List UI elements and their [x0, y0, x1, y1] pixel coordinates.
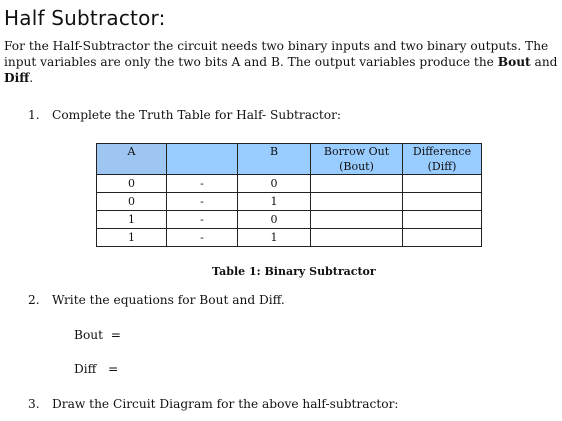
header-a: A — [97, 144, 167, 175]
cell-b: 0 — [238, 175, 311, 193]
equation-bout-label: Bout = — [74, 328, 122, 342]
cell-b: 1 — [238, 229, 311, 247]
table-row — [97, 229, 482, 247]
table-row — [97, 175, 482, 193]
header-borrow-out-text: Borrow Out (Bout) — [323, 145, 390, 173]
cell-bout[interactable] — [311, 175, 403, 193]
intro-bout: Bout — [497, 55, 531, 69]
intro-diff: Diff — [4, 71, 30, 85]
cell-diff[interactable] — [403, 193, 482, 211]
header-difference — [403, 144, 482, 175]
cell-b: 1 — [238, 193, 311, 211]
truth-table — [96, 143, 482, 247]
question-1-number: 1. — [28, 108, 40, 122]
intro-end: . — [29, 71, 34, 85]
equation-diff-label: Diff = — [74, 362, 119, 376]
cell-b: 0 — [238, 211, 311, 229]
cell-bout[interactable] — [311, 229, 403, 247]
question-3 — [28, 397, 399, 411]
question-1-text: Complete the Truth Table for Half- Subtractor: — [52, 108, 341, 122]
page-title: Half Subtractor: — [4, 6, 166, 30]
cell-a: 1 — [97, 229, 167, 247]
table-row — [97, 193, 482, 211]
header-b: B — [238, 144, 311, 175]
table-caption: Table 1: Binary Subtractor — [212, 265, 376, 278]
intro-text: For the Half-Subtractor the circuit needs two binary inputs and two binary outputs. The input variables are only the two bits A and B. The output variables produce the — [4, 39, 549, 69]
cell-dash: - — [167, 211, 238, 229]
table-row — [97, 211, 482, 229]
question-2-text: Write the equations for Bout and Diff. — [52, 293, 285, 307]
cell-diff[interactable] — [403, 229, 482, 247]
cell-diff[interactable] — [403, 211, 482, 229]
question-3-number: 3. — [28, 397, 40, 411]
intro-paragraph — [4, 38, 558, 86]
cell-a: 0 — [97, 175, 167, 193]
header-borrow-out — [311, 144, 403, 175]
question-3-text: Draw the Circuit Diagram for the above half-subtractor: — [52, 397, 399, 411]
cell-dash: - — [167, 229, 238, 247]
header-difference-text: Difference (Diff) — [412, 145, 472, 173]
cell-dash: - — [167, 193, 238, 211]
cell-a: 0 — [97, 193, 167, 211]
cell-bout[interactable] — [311, 193, 403, 211]
header-blank — [167, 144, 238, 175]
cell-dash: - — [167, 175, 238, 193]
cell-diff[interactable] — [403, 175, 482, 193]
cell-a: 1 — [97, 211, 167, 229]
question-1 — [28, 108, 341, 122]
cell-bout[interactable] — [311, 211, 403, 229]
truth-table-header-row — [97, 144, 482, 175]
question-2 — [28, 293, 285, 307]
question-2-number: 2. — [28, 293, 40, 307]
intro-and: and — [530, 55, 558, 69]
